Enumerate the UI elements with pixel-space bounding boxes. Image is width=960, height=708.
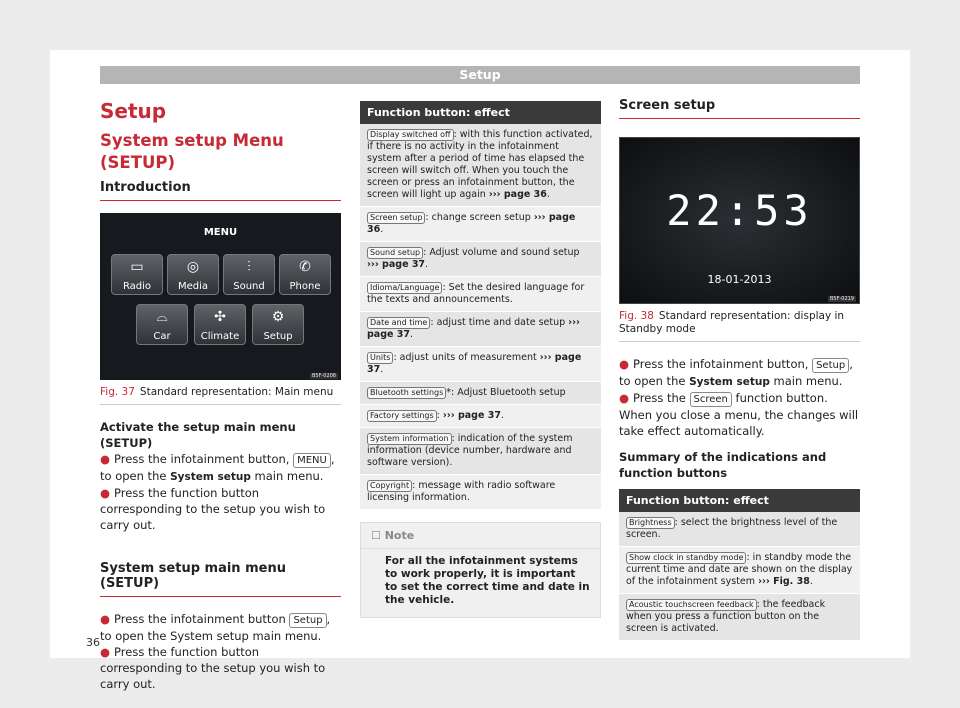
- bullet-text: function button. When you close a menu, the changes will take effect automatically.: [619, 391, 859, 438]
- page-header: Setup: [100, 66, 860, 84]
- figure-code: B5F-0208: [311, 373, 336, 379]
- function-key: Bluetooth settings: [367, 387, 446, 399]
- bullet-text: Press the infotainment button: [114, 612, 286, 626]
- figure-caption-text: Standard representation: display in Standby mode: [619, 310, 845, 335]
- car-icon: ⌓: [156, 309, 168, 325]
- main-menu-heading: System setup main menu (SETUP): [100, 561, 341, 597]
- main-menu-screen: [100, 213, 341, 380]
- row-text-end: .: [409, 329, 414, 340]
- screen-key: Screen: [690, 392, 732, 407]
- column-left: [100, 98, 341, 692]
- table-row: [360, 277, 601, 312]
- media-icon: ◎: [186, 259, 200, 275]
- function-key: Units: [367, 352, 393, 364]
- function-table: [360, 101, 601, 510]
- table-header: Function button: effect: [619, 489, 860, 512]
- section-introduction-heading: Introduction: [100, 180, 341, 201]
- bullet-2: ● Press the Screen function button. When you close a menu, the changes will take effect automatically.: [619, 391, 859, 438]
- standby-date: 18-01-2013: [707, 273, 772, 286]
- table-row: [619, 594, 860, 641]
- bullet-2: ● Press the function button corresponding to the setup you wish to carry out.: [100, 486, 326, 532]
- standby-clock: 22:53: [666, 186, 813, 235]
- table-row: [619, 547, 860, 594]
- sound-icon: ⫶: [247, 259, 251, 275]
- tile-phone: [279, 254, 331, 295]
- summary-heading: [619, 449, 860, 481]
- table-row: [619, 512, 860, 547]
- bullet-text: Press the function button corresponding to the setup you wish to carry out.: [100, 486, 326, 532]
- tile-radio: [111, 254, 163, 295]
- function-table: [619, 489, 860, 641]
- note-box: [360, 522, 601, 618]
- setup-icon: ⚙: [271, 309, 285, 325]
- function-key: Sound setup: [367, 247, 423, 259]
- note-icon: ☐: [371, 529, 381, 542]
- row-text-end: .: [809, 576, 813, 587]
- row-text: : the feedback when you press a function button on the screen is activated.: [626, 599, 826, 634]
- row-text-end: .: [380, 364, 384, 375]
- setup-key: Setup: [812, 358, 849, 373]
- tile-label: Phone: [289, 281, 321, 292]
- row-text-end: .: [425, 259, 429, 270]
- note-body: For all the infotainment systems to work properly, it is important to set the correct time and date in the vehicle.: [385, 555, 590, 606]
- bullet-text: Press the infotainment button,: [114, 452, 290, 466]
- table-row: [360, 242, 601, 277]
- tile-sound: [223, 254, 275, 295]
- tile-label: Car: [153, 331, 171, 342]
- table-row: [360, 312, 601, 347]
- tile-label: Sound: [233, 281, 265, 292]
- tile-label: Media: [177, 281, 209, 292]
- bullet-text: , to open the: [619, 357, 853, 388]
- figure-caption-text: Standard representation: Main menu: [139, 386, 334, 398]
- row-text: : indication of the system information (device number, hardware and software version).: [367, 433, 573, 468]
- table-body: [360, 124, 601, 510]
- function-key: Factory settings: [367, 410, 437, 422]
- menu-key: MENU: [293, 453, 331, 468]
- function-key: Date and time: [367, 317, 430, 329]
- figure-caption: [100, 386, 341, 405]
- function-key: Show clock in standby mode: [626, 552, 746, 564]
- table-row: [360, 207, 601, 242]
- tile-climate: [194, 304, 246, 345]
- table-row: [360, 405, 601, 428]
- row-text: : adjust units of measurement: [393, 352, 537, 363]
- row-text: : message with radio software licensing information.: [367, 480, 556, 503]
- table-header: Function button: effect: [360, 101, 601, 124]
- row-text-end: .: [380, 224, 384, 235]
- row-text: : change screen setup: [425, 212, 531, 223]
- row-text-end: .: [500, 410, 504, 421]
- bullet-text: Press the infotainment button,: [633, 357, 809, 371]
- row-text-end: .: [546, 189, 550, 200]
- function-key: Acoustic touchscreen feedback: [626, 599, 757, 611]
- figure-label: Fig. 38: [619, 310, 654, 322]
- table-row: [360, 124, 601, 207]
- table-row: [360, 382, 601, 405]
- function-key: Screen setup: [367, 212, 425, 224]
- note-heading: [361, 523, 600, 549]
- bullet-text: main menu.: [773, 374, 843, 388]
- bullet-strong: System setup: [689, 376, 770, 388]
- function-key: System information: [367, 433, 452, 445]
- page-subtitle: System setup Menu (SETUP): [100, 131, 284, 172]
- column-right: [619, 98, 860, 641]
- page-reference-link[interactable]: ››› page 37: [367, 317, 580, 340]
- figure-main-menu: [100, 213, 341, 380]
- bullet-1: ● Press the infotainment button, MENU , to open the System setup main menu.: [100, 452, 335, 483]
- tile-label: Setup: [263, 331, 293, 342]
- bullet-text: , to open the System setup main menu.: [100, 612, 331, 643]
- column-middle: [360, 101, 601, 618]
- row-text: : Set the desired language for the texts and announcements.: [367, 282, 585, 305]
- page-reference-link[interactable]: ››› page 37: [442, 410, 501, 421]
- figure-standby: [619, 137, 860, 304]
- table-row: [360, 475, 601, 510]
- row-text: : adjust time and date setup: [430, 317, 566, 328]
- table-row: [360, 428, 601, 475]
- setup-key: Setup: [289, 613, 326, 628]
- page-reference-link[interactable]: ››› page 36: [488, 189, 547, 200]
- bullet-text: main menu.: [254, 469, 324, 483]
- row-text: *: Adjust Bluetooth setup: [446, 387, 566, 398]
- figure-caption: [619, 310, 860, 342]
- tile-label: Radio: [122, 281, 152, 292]
- bullet-strong: System setup: [170, 471, 251, 483]
- function-key: Idioma/Language: [367, 282, 442, 294]
- bullet-text: , to open the: [100, 452, 335, 483]
- row-text: : with this function activated, if there is no activity in the infotainment system after a period of time has elapsed the screen will switch off. When you touch the screen or press an infotainment button, the screen will light up again: [367, 129, 593, 200]
- figure-label: Fig. 37: [100, 386, 135, 398]
- page-reference-link[interactable]: ››› page 36: [367, 212, 576, 235]
- climate-icon: ✣: [214, 309, 226, 325]
- tile-media: [167, 254, 219, 295]
- phone-icon: ✆: [299, 259, 311, 275]
- activate-heading-text: Activate the setup main menu (SETUP): [100, 420, 296, 450]
- bullet-4: ● Press the function button corresponding to the setup you wish to carry out.: [100, 645, 326, 691]
- bullet-1: ● Press the infotainment button, Setup , to open the System setup main menu.: [619, 357, 853, 388]
- page-number: 36: [86, 636, 100, 649]
- page-reference-link[interactable]: ››› page 37: [367, 352, 582, 375]
- row-text: : select the brightness level of the screen.: [626, 517, 838, 540]
- row-text: :: [436, 410, 443, 421]
- note-heading-text: Note: [384, 529, 415, 542]
- bullet-text: Press the function button corresponding to the setup you wish to carry out.: [100, 645, 326, 691]
- bullet-text: Press the: [633, 391, 686, 405]
- row-text: : Adjust volume and sound setup: [423, 247, 580, 258]
- table-row: [360, 347, 601, 382]
- function-key: Brightness: [626, 517, 675, 529]
- summary-heading-text: Summary of the indications and function buttons: [619, 450, 827, 480]
- activate-heading: [100, 419, 341, 451]
- tile-label: Climate: [200, 331, 240, 342]
- radio-icon: ▭: [130, 259, 144, 275]
- page-reference-link[interactable]: ››› Fig. 38: [758, 576, 810, 587]
- bullet-3: ● Press the infotainment button Setup , to open the System setup main menu.: [100, 612, 331, 643]
- page-title: Setup: [100, 99, 167, 123]
- row-text: : in standby mode the current time and date are shown on the display of the infotainment system: [626, 552, 853, 587]
- screen-setup-heading: Screen setup: [619, 98, 860, 119]
- function-key: Display switched off: [367, 129, 454, 141]
- function-key: Copyright: [367, 480, 412, 492]
- table-body: [619, 512, 860, 641]
- tile-setup: [252, 304, 304, 345]
- figure-code: B5F-0219: [829, 296, 854, 302]
- tile-car: [136, 304, 188, 345]
- page-reference-link[interactable]: ››› page 37: [367, 259, 426, 270]
- menu-title: MENU: [203, 227, 238, 238]
